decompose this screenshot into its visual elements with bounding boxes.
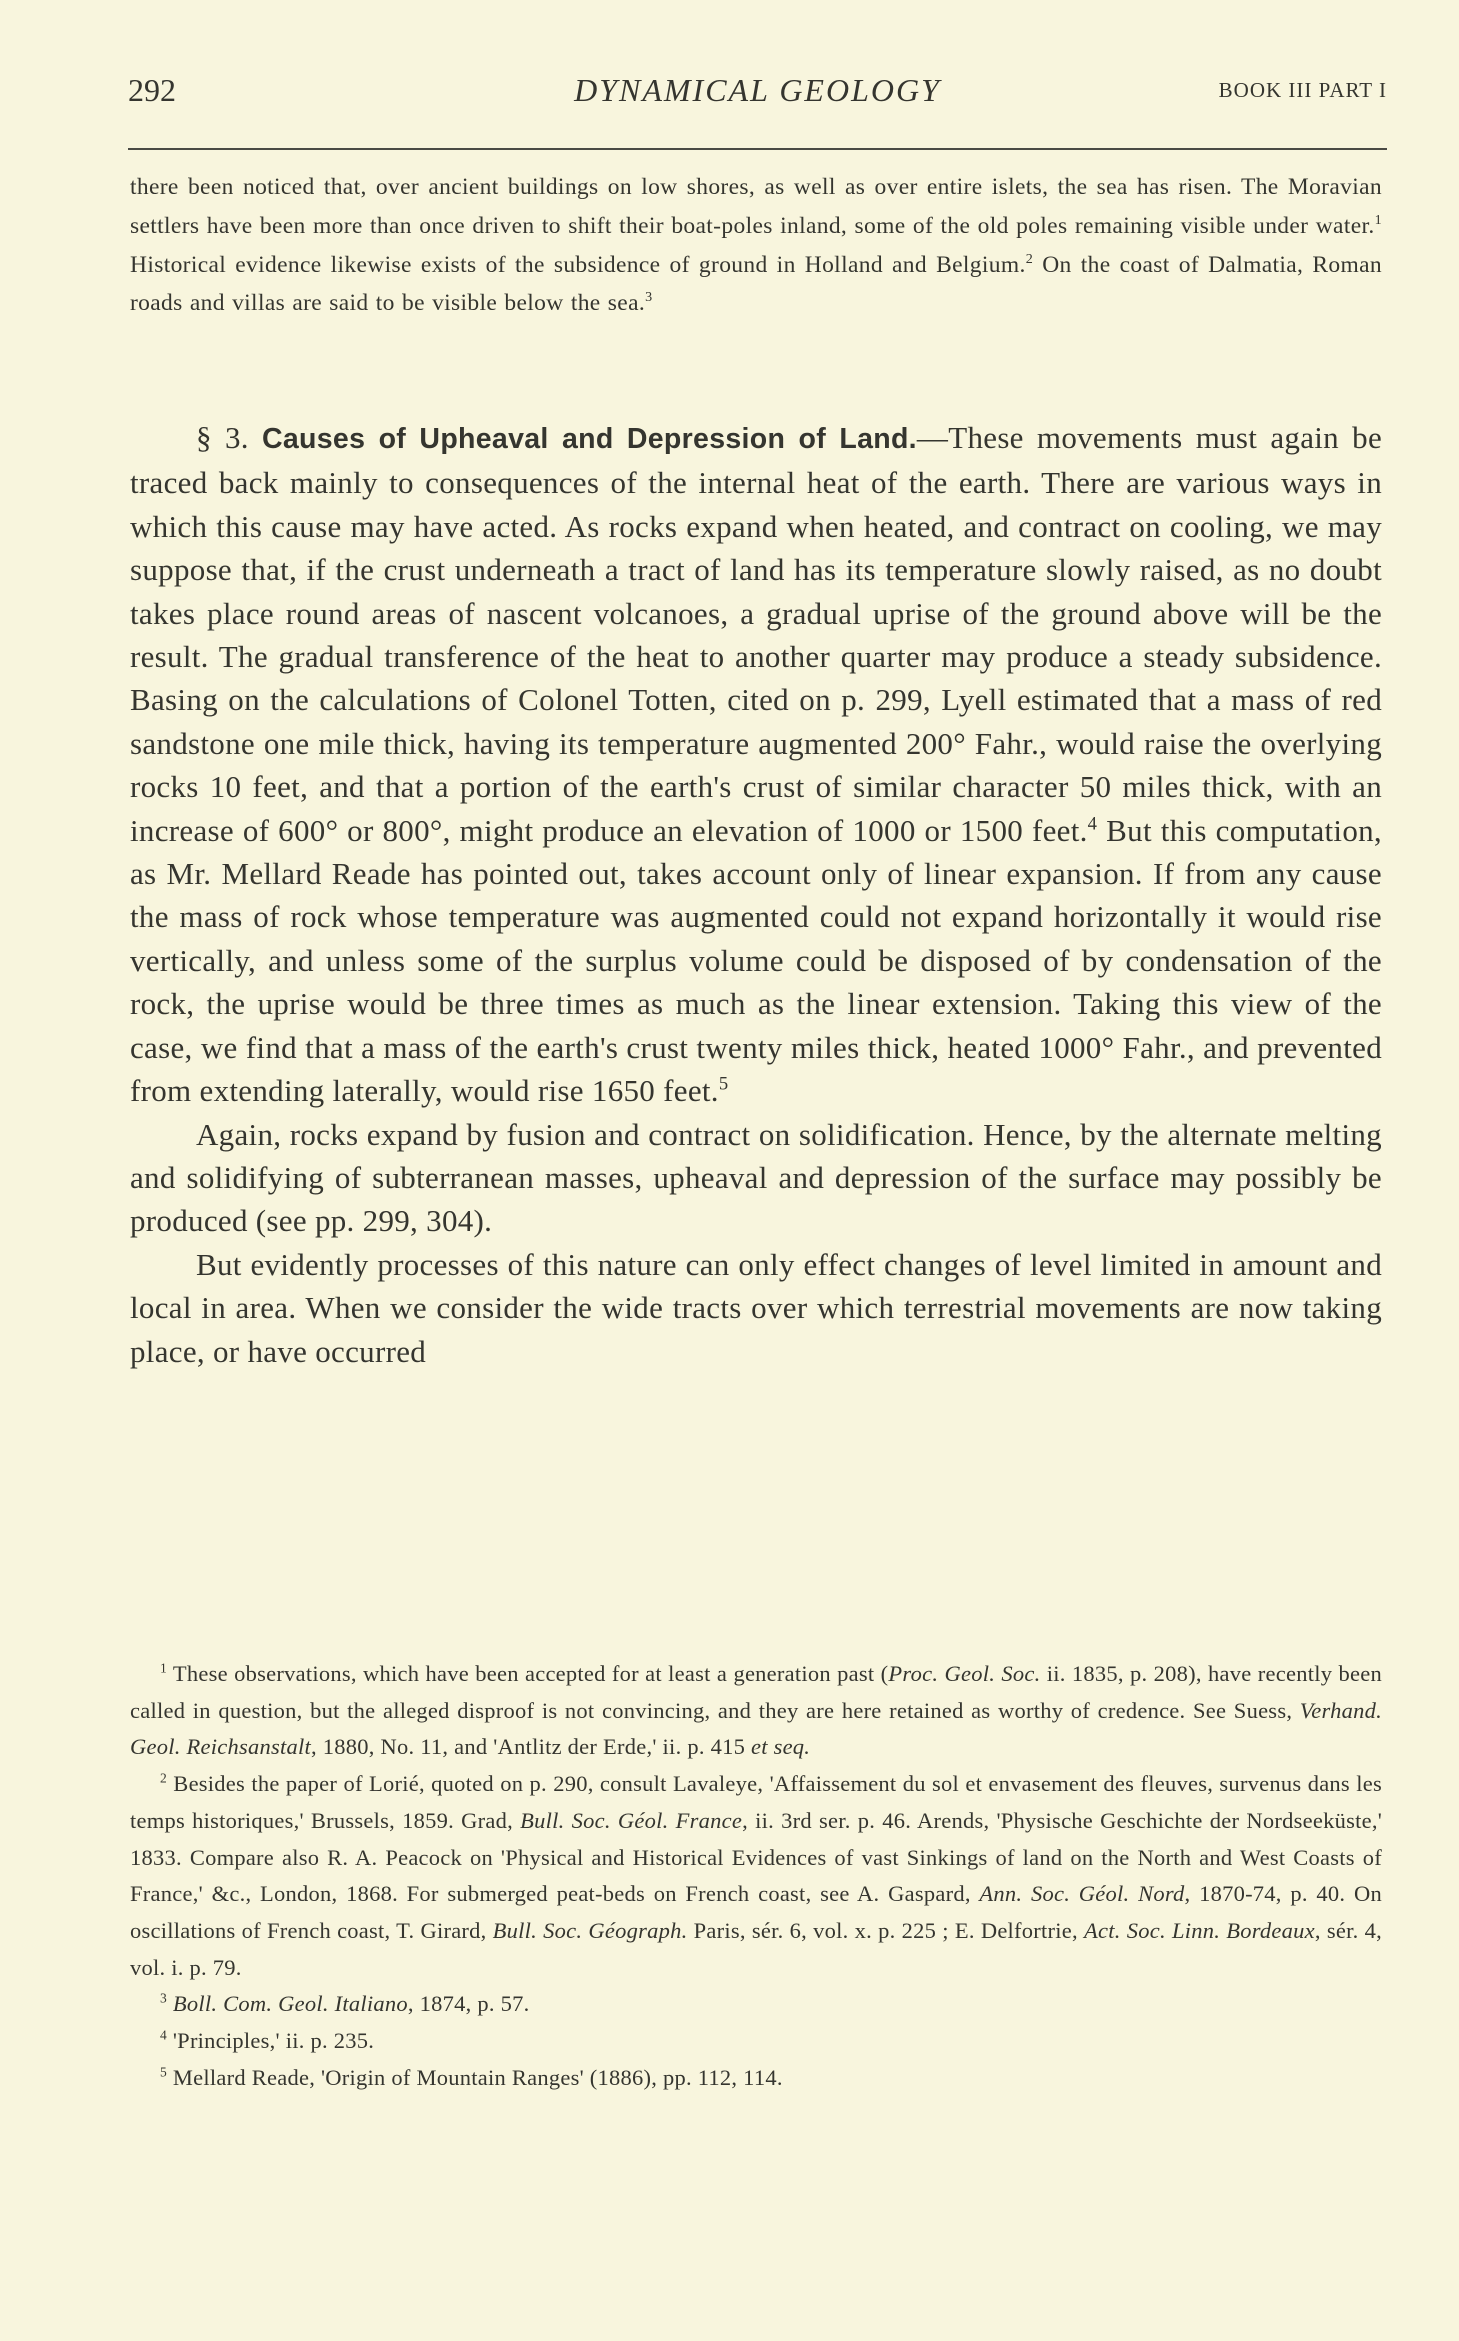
intro-paragraph <box>130 168 1382 323</box>
italic-citation: Bull. Soc. Géol. France <box>520 1807 743 1833</box>
text-run: § 3. <box>196 420 262 455</box>
paragraph-fusion <box>130 1113 1382 1243</box>
footnote-marker: 3 <box>160 1990 167 2006</box>
running-title: DYNAMICAL GEOLOGY <box>574 72 941 108</box>
italic-citation: et seq. <box>750 1734 811 1760</box>
text-run: —These movements must again be traced back mainly to consequences of the internal heat of the earth. There are various ways in which this cause may have acted. As rocks expand when heated, and contract on cooling, we may suppose that, if the crust underneath a tract of land has its temperature slowly raised, as no doubt takes place round areas of nascent volcanoes, a gradual uprise of the ground above will be the result. The gradual transference of the heat to another quarter may produce a steady subsidence. Basing on the calculations of Colonel Totten, cited on p. 299, Lyell estimated that a mass of red sandstone one mile thick, having its temperature augmented 200° Fahr., would raise the overlying rocks 10 feet, and that a portion of the earth's crust of similar character 50 miles thick, with an increase of 600° or 800°, might produce an elevation of 1000 or 1500 feet. <box>130 420 1382 848</box>
header-rule <box>128 148 1387 150</box>
text-run: , sér. 4, vol. i. p. 79. <box>130 1917 1382 1980</box>
footnote-marker: 5 <box>718 1073 729 1095</box>
book-part: BOOK III PART I <box>1218 78 1387 102</box>
italic-citation: Verhand. Geol. Reichsanstalt <box>130 1697 1382 1760</box>
text-run: ii. 1835, p. 208), have recently been called in question, but the alleged disproof is not convincing, and they are here retained as worthy of credence. See Suess, <box>130 1661 1382 1723</box>
footnote-marker: 2 <box>1025 250 1034 267</box>
text-run: Mellard Reade, 'Origin of Mountain Ranges' (1886), pp. 112, 114. <box>167 2064 783 2090</box>
footnotes <box>130 1656 1382 2096</box>
italic-citation: Ann. Soc. Géol. Nord <box>979 1881 1185 1907</box>
text-run: , 1880, No. 11, and 'Antlitz der Erde,' ii. p. 415 <box>310 1734 751 1760</box>
footnote-2 <box>130 1766 1382 1986</box>
footnote-3 <box>130 1986 1382 2023</box>
italic-citation: Proc. Geol. Soc. <box>888 1661 1041 1686</box>
text-run: Again, rocks expand by fusion and contract on solidification. Hence, by the alternate melting and solidifying of subterranean masses, upheaval and depression of the surface may possibly be produced (see pp. 299, 304). <box>130 1116 1382 1239</box>
main-text <box>130 416 1382 1373</box>
footnote-marker: 3 <box>645 289 653 306</box>
text-run: Historical evidence likewise exists of the subsidence of ground in Holland and Belgium. <box>130 251 1026 278</box>
page-number: 292 <box>128 72 176 108</box>
text-run: Paris, sér. 6, vol. x. p. 225 ; E. Delfortrie, <box>687 1917 1085 1943</box>
section-heading: Causes of Upheaval and Depression of Land. <box>261 423 917 455</box>
footnote-marker: 2 <box>160 1770 167 1786</box>
footnote-1 <box>130 1656 1382 1766</box>
footnote-marker: 4 <box>1087 813 1098 835</box>
text-run: Besides the paper of Lorié, quoted on p. 290, consult Lavaleye, 'Affaissement du sol et envasement des fleuves, survenus dans les temps historiques,' Brussels, 1859. Grad, <box>130 1771 1382 1833</box>
text-run: But evidently processes of this nature can only effect changes of level limited in amount and local in area. When we consider the wide tracts over which terrestrial movements are now taking place, or have occurred <box>130 1246 1382 1369</box>
footnote-5 <box>130 2060 1382 2097</box>
text-run: On the coast of Dalmatia, Roman roads and villas are said to be visible below the sea. <box>130 251 1382 317</box>
footnote-marker: 4 <box>160 2027 167 2043</box>
italic-citation: Act. Soc. Linn. Bordeaux <box>1084 1917 1315 1943</box>
page-header <box>128 72 1387 112</box>
text-run: 'Principles,' ii. p. 235. <box>167 2028 375 2054</box>
text-run: , 1874, p. 57. <box>407 1991 530 2017</box>
text-run: But this computation, as Mr. Mellard Reade has pointed out, takes account only of linear expansion. If from any cause the mass of rock whose temperature was augmented could not expand horizontally it would rise vertically, and unless some of the surplus volume could be disposed of by condensation of the rock, the uprise would be three times as much as the linear extension. Taking this view of the case, we find that a mass of the earth's crust twenty miles thick, heated 1000° Fahr., and prevented from extending laterally, would rise 1650 feet. <box>130 812 1382 1109</box>
text-run: , 1870-74, p. 40. On oscillations of French coast, T. Girard, <box>130 1881 1382 1943</box>
text-run: These observations, which have been accepted for at least a generation past ( <box>167 1661 889 1686</box>
italic-citation: Bull. Soc. Géograph. <box>492 1917 688 1943</box>
text-run: , ii. 3rd ser. p. 46. Arends, 'Physische Geschichte der Nordseeküste,' 1833. Compare also R. A. Peacock on 'Physical and Historical Evidences of vast Sinkings of land on the North and West Coasts of France,' &c., London, 1868. For submerged peat-beds on French coast, see A. Gaspard, <box>130 1807 1382 1907</box>
footnote-marker: 1 <box>160 1660 167 1676</box>
footnote-4 <box>130 2023 1382 2060</box>
footnote-marker: 5 <box>160 2064 167 2080</box>
text-run: there been noticed that, over ancient buildings on low shores, as well as over entire islets, the sea has risen. The Moravian settlers have been more than once driven to shift their boat-poles inland, some of the old poles remaining visible under water. <box>130 174 1382 239</box>
paragraph-limits <box>130 1243 1382 1373</box>
italic-citation: Boll. Com. Geol. Italiano <box>172 1991 408 2017</box>
footnote-marker: 1 <box>1374 211 1382 228</box>
section-paragraph <box>130 416 1382 1113</box>
